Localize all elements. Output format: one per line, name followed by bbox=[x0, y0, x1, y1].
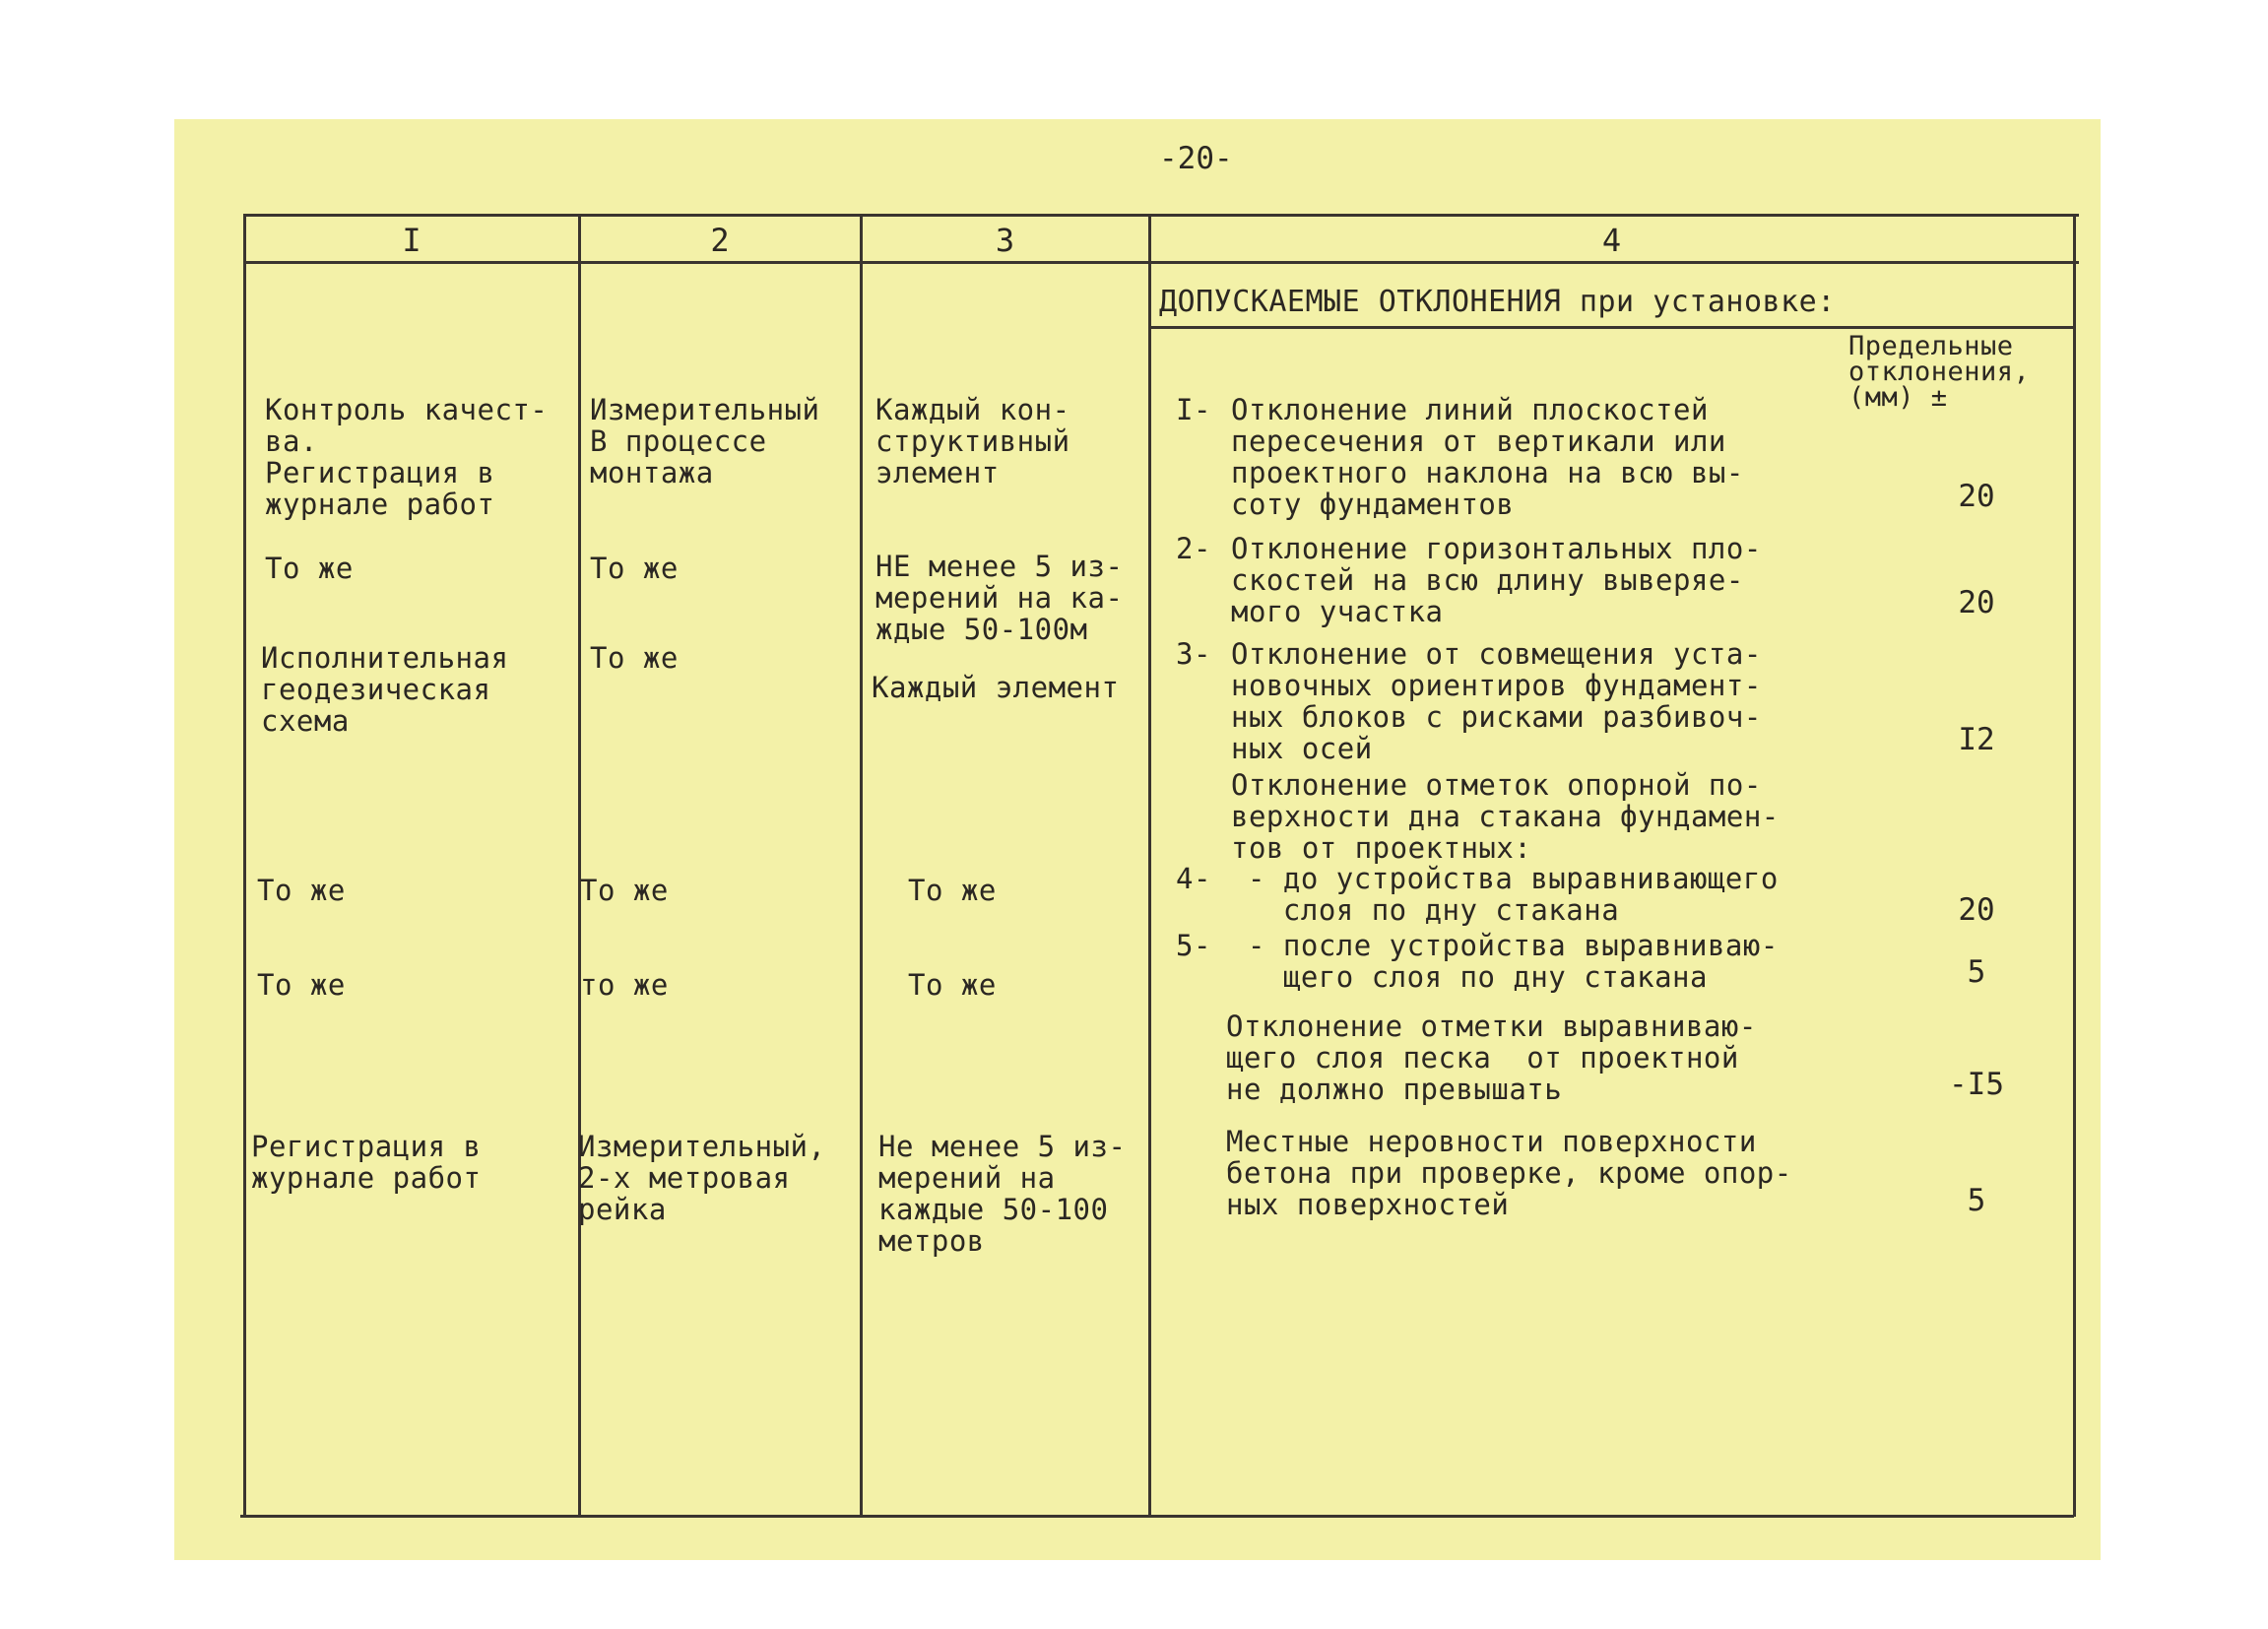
row4-col3: То же bbox=[908, 874, 997, 907]
column-divider-3 bbox=[1148, 214, 1151, 1517]
row4-desc: - до устройства выравнивающего слоя по дну стакана bbox=[1248, 862, 1779, 927]
page-number: -20- bbox=[1159, 141, 1233, 176]
document-page bbox=[174, 119, 2101, 1560]
column-header-4: 4 bbox=[1601, 222, 1622, 259]
column-divider-2 bbox=[860, 214, 863, 1517]
row3-col2: То же bbox=[590, 641, 679, 675]
row3-col1: Исполнительная геодезическая схема bbox=[261, 641, 509, 738]
row7-col2: Измерительный, 2-х метровая рейка bbox=[578, 1130, 826, 1226]
row5-num: 5- bbox=[1176, 929, 1211, 962]
group-heading-desc: Отклонение отметок опорной по- верхности дна стакана фундамен- тов от проектных: bbox=[1231, 768, 1780, 865]
row3-col3: Каждый элемент bbox=[872, 671, 1120, 704]
row3-desc: Отклонение от совмещения уста- новочных ориентиров фундамент- ных блоков с рисками разбивоч- ных осей bbox=[1231, 637, 1762, 765]
row1-col1: Контроль качест- ва. Регистрация в журнале работ bbox=[265, 393, 549, 521]
row4-col2: То же bbox=[580, 874, 669, 907]
row6-limit: -I5 bbox=[1949, 1067, 2004, 1102]
row1-col2: Измерительный В процессе монтажа bbox=[590, 393, 820, 489]
row5-limit: 5 bbox=[1967, 954, 1986, 990]
row5-col1: То же bbox=[257, 968, 346, 1002]
row7-limit: 5 bbox=[1967, 1183, 1986, 1218]
row3-num: 3- bbox=[1176, 637, 1211, 671]
row4-num: 4- bbox=[1176, 862, 1211, 895]
row2-desc: Отклонение горизонтальных пло- скостей на всю длину выверяе- мого участка bbox=[1231, 532, 1762, 628]
table-bottom-border bbox=[240, 1515, 2074, 1518]
row1-desc: Отклонение линий плоскостей пересечения от вертикали или проектного наклона на всю вы- соту фундаментов bbox=[1231, 393, 1744, 521]
row3-limit: I2 bbox=[1958, 722, 1995, 757]
row2-col1: То же bbox=[265, 552, 354, 585]
row2-col3: НЕ менее 5 из- мерений на ка- ждые 50-100м bbox=[875, 550, 1124, 646]
row1-num: I- bbox=[1176, 393, 1211, 426]
row4-col1: То же bbox=[257, 874, 346, 907]
table-right-border bbox=[2073, 214, 2076, 1517]
header-bottom-border bbox=[243, 261, 2079, 264]
row2-col2: То же bbox=[590, 552, 679, 585]
row4-limit: 20 bbox=[1958, 892, 1995, 928]
col4-heading: ДОПУСКАЕМЫЕ ОТКЛОНЕНИЯ при установке: bbox=[1159, 285, 1836, 319]
column-header-1: I bbox=[402, 222, 421, 259]
row6-desc: Отклонение отметки выравниваю- щего слоя песка от проектной не должно превышать bbox=[1226, 1010, 1757, 1106]
column-header-3: 3 bbox=[995, 222, 1015, 259]
table-top-border bbox=[243, 214, 2079, 217]
table-left-border bbox=[243, 214, 246, 1517]
col4-subheader-border bbox=[1148, 326, 2076, 329]
row1-col3: Каждый кон- структивный элемент bbox=[875, 393, 1070, 489]
limits-header: Предельные отклонения, (мм) ± bbox=[1848, 331, 2031, 413]
row5-desc: - после устройства выравниваю- щего слоя по дну стакана bbox=[1248, 929, 1779, 994]
row2-num: 2- bbox=[1176, 532, 1211, 565]
row2-limit: 20 bbox=[1958, 585, 1995, 620]
column-header-2: 2 bbox=[710, 222, 730, 259]
row1-limit: 20 bbox=[1958, 479, 1995, 514]
row7-col3: Не менее 5 из- мерений на каждые 50-100 метров bbox=[878, 1130, 1127, 1258]
column-divider-1 bbox=[578, 214, 581, 1517]
row7-desc: Местные неровности поверхности бетона при проверке, кроме опор- ных поверхностей bbox=[1226, 1125, 1792, 1221]
row5-col2: то же bbox=[580, 968, 669, 1002]
row7-col1: Регистрация в журнале работ bbox=[251, 1130, 482, 1195]
row5-col3: То же bbox=[908, 968, 997, 1002]
